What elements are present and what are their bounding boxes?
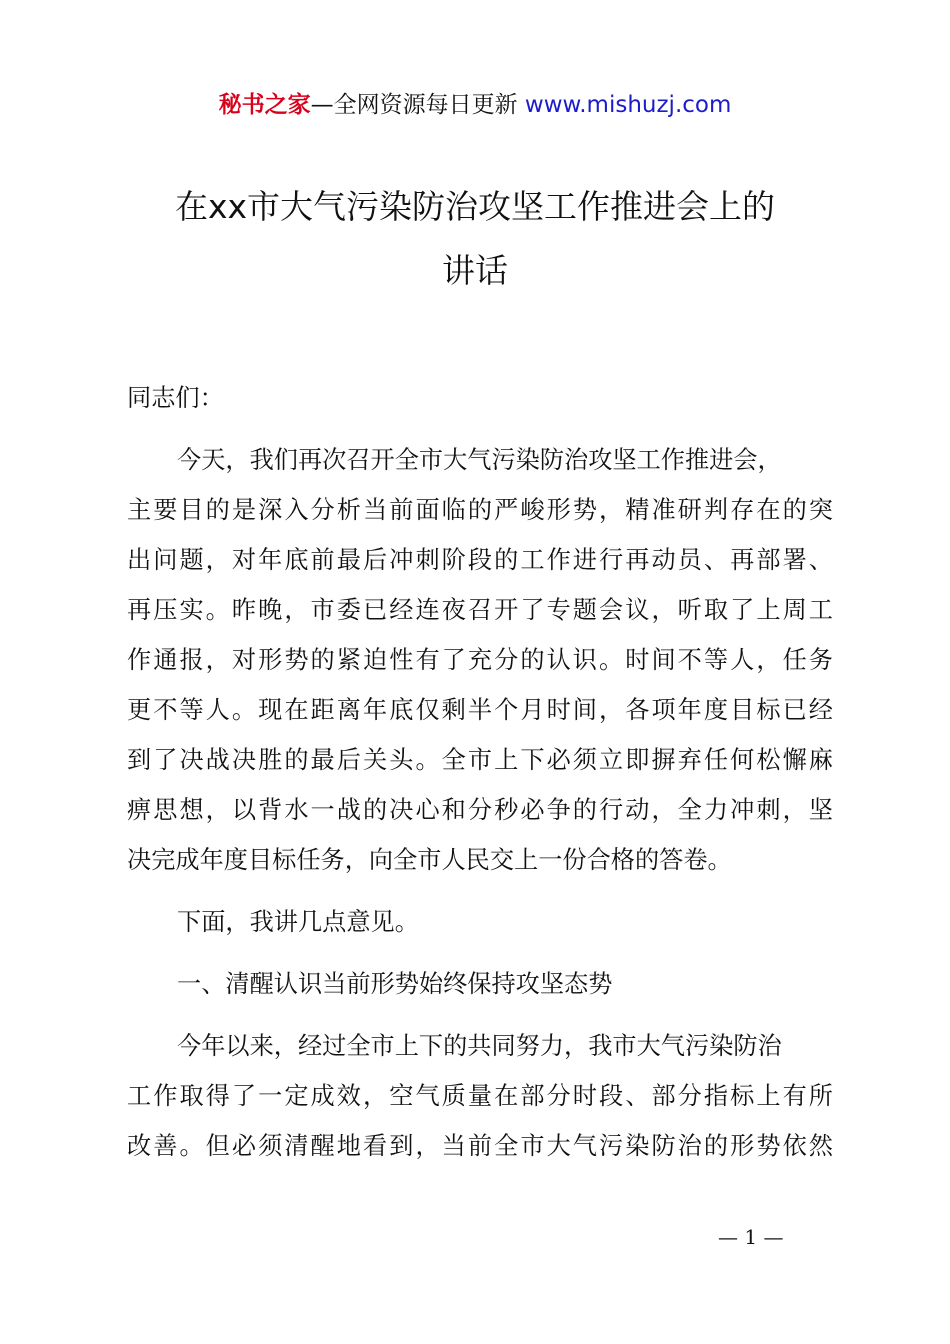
page-number: — 1 — — [718, 1225, 784, 1249]
paragraph-line: 改善。但必须清醒地看到，当前全市大气污染防治的形势依然 — [127, 1132, 833, 1160]
title-line-2: 讲话 — [442, 251, 508, 290]
paragraph-line: 下面，我讲几点意见。 — [177, 908, 419, 936]
paragraph-opening — [127, 435, 833, 885]
paragraph-section-1 — [127, 1021, 833, 1171]
title-line-1: 在xx市大气污染防治攻坚工作推进会上的 — [174, 187, 776, 226]
paragraph-line: 今年以来，经过全市上下的共同努力，我市大气污染防治 — [177, 1032, 782, 1060]
paragraph-line: 到了决战决胜的最后关头。全市上下必须立即摒弃任何松懈麻 — [127, 746, 833, 774]
document-title — [110, 182, 840, 296]
section-heading-text: 一、清醒认识当前形势始终保持攻坚态势 — [177, 970, 613, 998]
paragraph-line: 更不等人。现在距离年底仅剩半个月时间，各项年度目标已经 — [127, 696, 833, 724]
document-body — [127, 373, 833, 1171]
header-tagline: —全网资源每日更新 — [310, 92, 518, 118]
section-heading-1 — [127, 959, 833, 1009]
paragraph-line: 作通报，对形势的紧迫性有了充分的认识。时间不等人，任务 — [127, 646, 833, 674]
site-header — [0, 86, 950, 124]
paragraph-line: 痹思想，以背水一战的决心和分秒必争的行动，全力冲刺，坚 — [127, 796, 833, 824]
site-url-link[interactable]: www.mishuzj.com — [524, 92, 732, 118]
paragraph-intro — [127, 897, 833, 947]
paragraph-line: 出问题，对年底前最后冲刺阶段的工作进行再动员、再部署、 — [127, 546, 833, 574]
paragraph-line: 决完成年度目标任务，向全市人民交上一份合格的答卷。 — [127, 846, 732, 874]
paragraph-line: 今天，我们再次召开全市大气污染防治攻坚工作推进会， — [177, 446, 782, 474]
paragraph-line: 再压实。昨晚，市委已经连夜召开了专题会议，听取了上周工 — [127, 596, 833, 624]
paragraph-line: 工作取得了一定成效，空气质量在部分时段、部分指标上有所 — [127, 1082, 833, 1110]
salutation: 同志们： — [127, 384, 224, 412]
brand-name: 秘书之家 — [218, 92, 311, 118]
paragraph-line: 主要目的是深入分析当前面临的严峻形势，精准研判存在的突 — [127, 496, 833, 524]
